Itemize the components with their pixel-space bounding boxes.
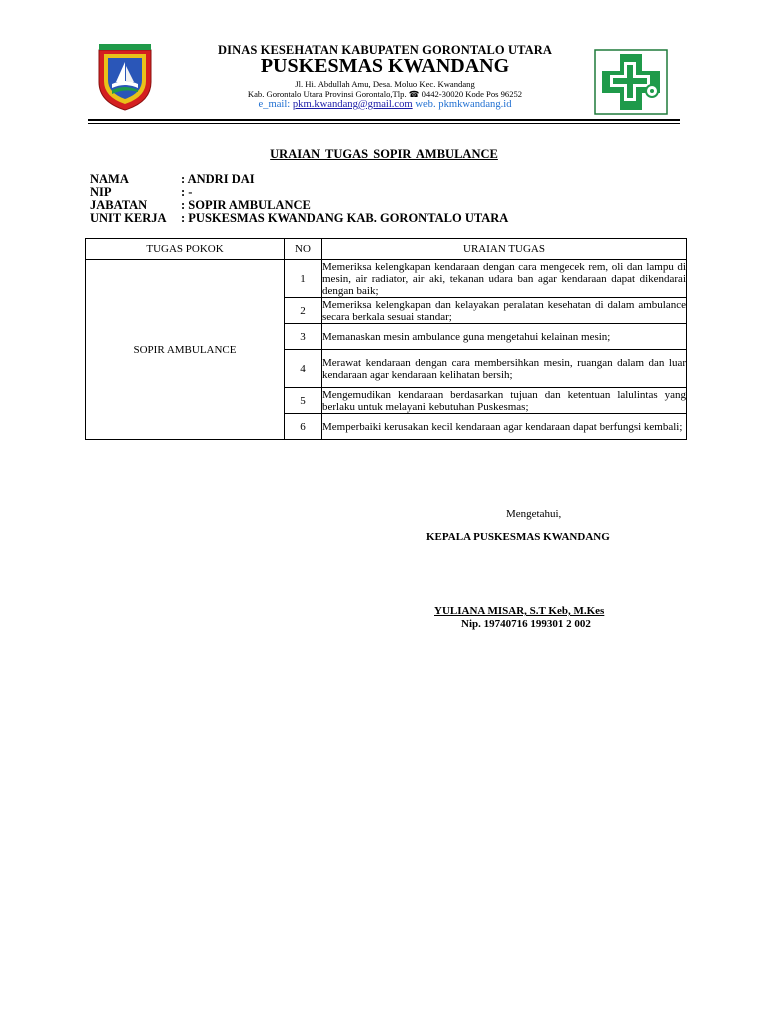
field-label-jabatan: JABATAN — [90, 198, 148, 212]
row-description: Mengemudikan kendaraan berdasarkan tujuan dan ketentuan lalulintas yang berlaku untuk melayani kebutuhan Puskesmas; — [322, 388, 686, 413]
header-tugas-pokok: TUGAS POKOK — [86, 239, 285, 260]
letterhead-rule-thin — [88, 123, 680, 124]
acknowledged-label: Mengetahui, — [506, 508, 562, 520]
row-description: Memeriksa kelengkapan dan kelayakan peralatan kesehatan di dalam ambulance secara berkala sesuai standar; — [322, 298, 686, 323]
letterhead-rule-thick — [88, 119, 680, 121]
signatory-name: YULIANA MISAR, S.T Keb, M.Kes — [434, 605, 605, 617]
contact-line — [150, 99, 620, 110]
row-description: Merawat kendaraan dengan cara membersihkan mesin, ruangan dalam dan luar kendaraan agar kendaraan kelihatan bersih; — [322, 350, 687, 388]
address-line-2: Kab. Gorontalo Utara Provinsi Gorontalo,Tlp. ☎ 0442-30020 Kode Pos 96252 — [247, 89, 523, 99]
institution-name: PUSKESMAS KWANDANG — [260, 55, 510, 77]
signatory-role: KEPALA PUSKESMAS KWANDANG — [426, 531, 610, 543]
web-address: web. pkmkwandang.id — [412, 99, 512, 110]
table-header-row — [86, 239, 687, 260]
tugas-pokok-cell: SOPIR AMBULANCE — [86, 260, 285, 440]
field-label-nama: NAMA — [90, 172, 129, 186]
row-description: Memanaskan mesin ambulance guna mengetahui kelainan mesin; — [322, 324, 687, 350]
row-number: 2 — [285, 298, 322, 324]
field-value-nip: : - — [181, 185, 193, 199]
task-table — [85, 238, 687, 440]
field-value-jabatan: : SOPIR AMBULANCE — [181, 198, 311, 212]
regency-crest-logo — [96, 44, 154, 112]
address-line-1: Jl. Hi. Abdullah Amu, Desa. Moluo Kec. Kwandang — [295, 79, 475, 89]
field-label-nip: NIP — [90, 185, 112, 199]
row-number: 5 — [285, 388, 322, 414]
row-number: 6 — [285, 414, 322, 440]
agency-name: DINAS KESEHATAN KABUPATEN GORONTALO UTARA — [218, 43, 552, 57]
email-link[interactable]: pkm.kwandang@gmail.com — [292, 99, 413, 110]
table-row — [86, 260, 687, 298]
header-uraian-tugas: URAIAN TUGAS — [322, 239, 687, 260]
document-title: URAIAN TUGAS SOPIR AMBULANCE — [270, 147, 498, 161]
field-value-nama: : ANDRI DAI — [181, 172, 255, 186]
row-description: Memeriksa kelengkapan kendaraan dengan cara mengecek rem, oli dan lampu di mesin, air radiator, air aki, tekanan udara ban agar kendaraan dapat dikendarai dengan baik; — [322, 260, 686, 297]
field-value-unit-kerja: : PUSKESMAS KWANDANG KAB. GORONTALO UTARA — [181, 211, 509, 225]
row-number: 1 — [285, 260, 322, 298]
row-description: Memperbaiki kerusakan kecil kendaraan agar kendaraan dapat berfungsi kembali; — [322, 414, 687, 440]
email-prefix: e_mail: — [258, 99, 293, 110]
header-no: NO — [285, 239, 322, 260]
row-number: 3 — [285, 324, 322, 350]
row-number: 4 — [285, 350, 322, 388]
signatory-nip: Nip. 19740716 199301 2 002 — [461, 618, 591, 630]
field-label-unit-kerja: UNIT KERJA — [90, 211, 167, 225]
